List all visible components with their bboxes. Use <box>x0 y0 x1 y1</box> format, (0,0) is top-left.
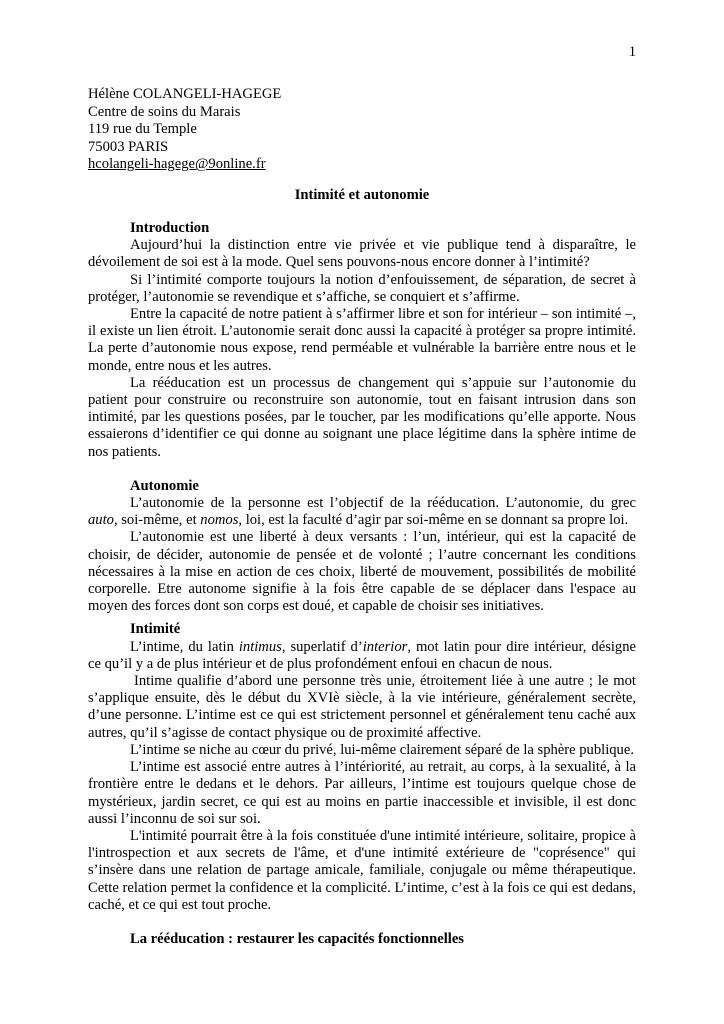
paragraph: Aujourd’hui la distinction entre vie privée et vie publique tend à disparaître, le dévoilement de soi est à la mode. Quel sens pouvons-nous encore donner à l’intimité? <box>88 237 636 271</box>
paragraph: L'intimité pourrait être à la fois constituée d'une intimité intérieure, solitaire, propice à l'introspection et aux secrets de l'âme, et d'une intimité extérieure de "coprésence" qui s’insère dans une relation de partage amicale, familiale, conjugale ou même thérapeutique. Cette relation permet la confidence et la complicité. L’intime, c’est à la fois ce qui est dedans, caché, et ce qui est tout proche. <box>88 827 636 913</box>
organization-name: Centre de soins du Marais <box>88 103 241 120</box>
paragraph: L’autonomie est une liberté à deux versants : l’un, intérieur, qui est la capacité de choisir, de décider, autonomie de pensée et de volonté ; l’autre concernant les conditions nécessaires à la mise en action de ces choix, liberté de mouvement, possibilités de mobilité corporelle. Etre autonome signifie à la fois être capable de se déplacer dans l'espace au moyen des forces dont son corps est doué, et capable de choisir ses initiatives. <box>88 529 636 615</box>
paragraph: L’autonomie de la personne est l’objectif de la rééducation. L’autonomie, du grec auto, soi-même, et nomos, loi, est la faculté d’agir par soi-même en se donnant sa propre loi. <box>88 495 636 529</box>
paragraph: L’intime est associé entre autres à l’intériorité, au retrait, au corps, à la sexualité, à la frontière entre le dedans et le dehors. Par ailleurs, l’intime est toujours quelque chose de mystérieux, jardin secret, ce qui est au moins en partie inaccessible et invisible, il est donc aussi l’inconnu de soi sur soi. <box>88 759 636 827</box>
section-heading-introduction: Introduction <box>130 220 210 236</box>
section-heading-intimite: Intimité <box>130 621 181 638</box>
paragraph: Intime qualifie d’abord une personne très unie, étroitement liée à une autre ; le mot s’applique ensuite, dès le début du XVIè siècle, à la vie intérieure, généralement secrète, d’une personne. L’intime est ce qui est strictement personnel et généralement tenu caché aux autres, qu’il s’agisse de contact physique ou de proximité affective. <box>88 673 636 741</box>
latin-term-intimus: intimus <box>238 638 282 655</box>
paragraph: L’intime se niche au cœur du privé, lui-même clairement séparé de la sphère publique. <box>130 741 634 758</box>
latin-term-interior: interior <box>362 638 408 655</box>
document-title: Intimité et autonomie <box>294 187 430 203</box>
section-heading-autonomie: Autonomie <box>130 477 199 494</box>
street-address: 119 rue du Temple <box>88 121 197 138</box>
paragraph: La rééducation est un processus de changement qui s’appuie sur l’autonomie du patient pour construire ou reconstruire son autonomie, tout en faisant intrusion dans son intimité, par les questions posées, par le toucher, par les modifications qu’elle apporte. Nous essaierons d’identifier ce qui donne au soignant une place légitime dans la sphère intime de nos patients. <box>88 374 636 460</box>
greek-term-auto: auto <box>88 512 114 529</box>
email-link[interactable]: hcolangeli-hagege@9online.fr <box>88 156 266 173</box>
paragraph: L’intime, du latin intimus, superlatif d’interior, mot latin pour dire intérieur, désigne ce qu’il y a de plus intérieur et de plus profondément enfoui en chacun de nous. <box>88 638 636 672</box>
section-spacer <box>88 461 636 478</box>
section-spacer <box>88 914 636 931</box>
author-name: Hélène COLANGELI-HAGEGE <box>88 86 282 102</box>
paragraph: Entre la capacité de notre patient à s’affirmer libre et son for intérieur – son intimité –, il existe un lien étroit. L’autonomie serait donc aussi la capacité à protéger sa propre intimité. La perte d’autonomie nous expose, rend perméable et vulnérable la barrière entre nous et le monde, entre nous et les autres. <box>88 306 636 374</box>
city-postcode: 75003 PARIS <box>88 138 169 155</box>
document-body <box>88 220 636 948</box>
author-address-block <box>88 86 281 174</box>
greek-term-nomos: nomos <box>200 512 239 529</box>
page-number: 1 <box>628 44 636 60</box>
section-heading-reeducation: La rééducation : restaurer les capacités fonctionnelles <box>130 930 464 947</box>
paragraph: Si l’intimité comporte toujours la notion d’enfouissement, de séparation, de secret à protéger, l’autonomie se revendique et s’affiche, se conquiert et s’affirme. <box>88 271 636 305</box>
